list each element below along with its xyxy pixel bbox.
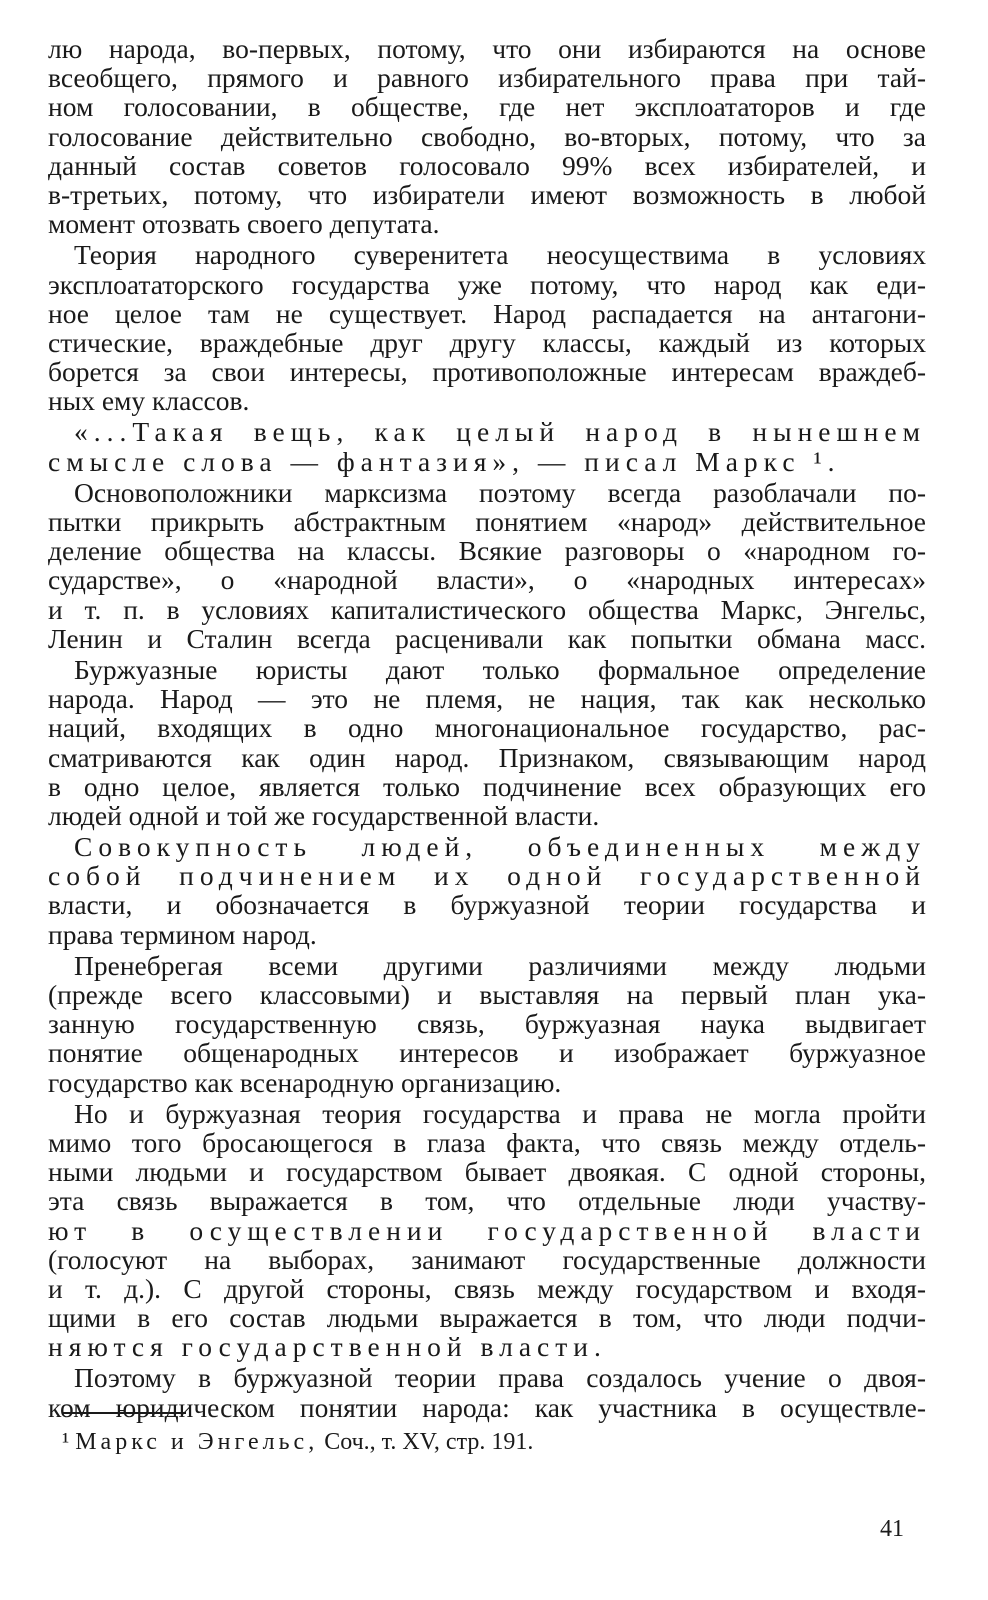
- text-line: (голосуют на выборах, занимают государственные должности: [48, 1243, 926, 1275]
- text-line: лю народа, во-первых, потому, что они избираются на основе: [48, 33, 926, 64]
- text-line: ными людьми и государством бывает двоякая. С одной стороны,: [48, 1156, 926, 1188]
- page-number: 41: [880, 1516, 904, 1542]
- text-line: и т. д.). С другой стороны, связь между государством и входя-: [48, 1272, 926, 1304]
- text-line: мимо того бросающегося в глаза факта, что связь между отдель-: [48, 1126, 926, 1158]
- text-line: щими в его состав людьми выражается в том, что люди подчи-: [48, 1302, 926, 1334]
- text-line: Поэтому в буржуазной теории права создалось учение о двоя-: [74, 1362, 926, 1394]
- text-line: пытки прикрыть абстрактным понятием «народ» действительное: [48, 506, 926, 537]
- emphasis-line: няются государственной власти.: [48, 1331, 607, 1363]
- text-line: голосование действительно свободно, во-вторых, потому, что за: [48, 120, 926, 152]
- emphasis-line: собой подчинением их одной государственной: [48, 860, 926, 892]
- text-line: эта связь выражается в том, что отдельные люди участву-: [48, 1185, 926, 1217]
- text-line: момент отозвать своего депутата.: [48, 208, 440, 240]
- text-line: народа. Народ — это не племя, не нация, так как несколько: [48, 683, 926, 715]
- text-line: данный состав советов голосовало 99% всех избирателей, и: [48, 149, 926, 181]
- text-line: Основоположники марксизма поэтому всегда разоблачали по-: [74, 476, 926, 508]
- footnote-source: Соч., т. XV, стр. 191.: [324, 1429, 534, 1455]
- footnote-mark: ¹: [62, 1429, 70, 1455]
- text-line: занную государственную связь, буржуазная наука выдвигает: [48, 1008, 926, 1040]
- text-line: власти, и обозначается в буржуазной теории государства и: [48, 889, 926, 921]
- text-line: права термином народ.: [48, 918, 317, 950]
- text-line: эксплоататорского государства уже потому, что народ как еди-: [48, 268, 926, 300]
- text-line: людей одной и той же государственной власти.: [48, 799, 600, 831]
- footnote: [62, 1428, 533, 1456]
- text-line: и т. п. в условиях капиталистического общества Маркс, Энгельс,: [48, 593, 926, 625]
- text-line: государство как всенародную организацию.: [48, 1066, 562, 1098]
- text-line: ных ему классов.: [48, 385, 250, 417]
- text-line: сударстве», о «народной власти», о «народных интересах»: [48, 564, 926, 596]
- quote-line: смысле слова — фантазия», — писал Маркс ¹.: [48, 445, 841, 477]
- page-body: [48, 34, 926, 1422]
- text-line: ном голосовании, в обществе, где нет эксплоататоров и где: [48, 91, 926, 123]
- text-line: деление общества на классы. Всякие разговоры о «народном го-: [48, 535, 926, 567]
- text-line: наций, входящих в одно многонациональное государство, рас-: [48, 712, 926, 744]
- text-line: Теория народного суверенитета неосуществима в условиях: [74, 239, 926, 271]
- text-line: ком юридическом понятии народа: как участника в осуществле-: [48, 1391, 926, 1423]
- text-line: в-третьих, потому, что избиратели имеют возможность в любой: [48, 178, 926, 210]
- text-line: стические, враждебные друг другу классы, каждый из которых: [48, 326, 926, 358]
- emphasis-line: ют в осуществлении государственной власти: [48, 1214, 926, 1246]
- text-line: ное целое там не существует. Народ распадается на антагони-: [48, 297, 926, 329]
- text-line: сматриваются как один народ. Признаком, связывающим народ: [48, 741, 926, 773]
- emphasis-line: Совокупность людей, объединенных между: [74, 831, 926, 863]
- footnote-divider: [62, 1412, 186, 1414]
- text-line: борется за свои интересы, противоположные интересам враждеб-: [48, 356, 926, 388]
- quote-line: «...Такая вещь, как целый народ в нынешнем: [74, 416, 926, 448]
- text-line: Но и буржуазная теория государства и права не могла пройти: [74, 1097, 926, 1129]
- text-line: всеобщего, прямого и равного избирательного права при тай-: [48, 62, 926, 94]
- text-line: Ленин и Сталин всегда расценивали как попытки обмана масс.: [48, 622, 926, 654]
- text-line: Пренебрегая всеми другими различиями между людьми: [74, 949, 926, 981]
- footnote-authors: Маркс и Энгельс,: [75, 1429, 319, 1455]
- text-line: Буржуазные юристы дают только формальное определение: [74, 653, 926, 685]
- text-line: понятие общенародных интересов и изображает буржуазное: [48, 1037, 926, 1069]
- text-line: в одно целое, является только подчинение всех образующих его: [48, 770, 926, 802]
- text-line: (прежде всего классовыми) и выставляя на первый план ука-: [48, 979, 926, 1010]
